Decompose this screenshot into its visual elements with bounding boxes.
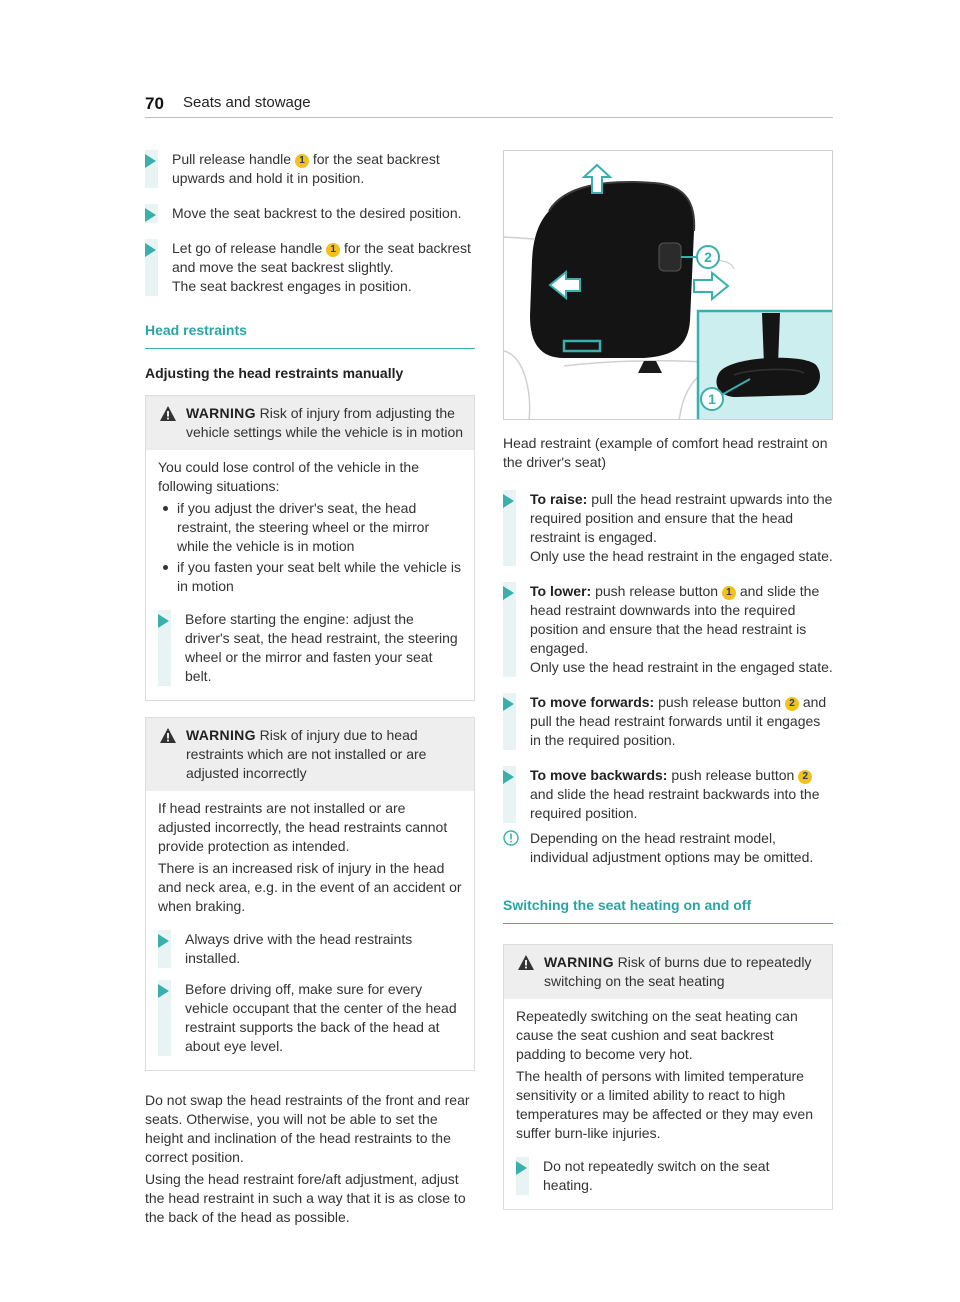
- step-text: [516, 693, 833, 750]
- step-text: Do not repeatedly switch on the seat heating.: [543, 1158, 770, 1193]
- step-arrow-icon: [503, 494, 514, 508]
- right-column: [503, 150, 833, 1226]
- warning-title: Risk of injury due to head restraints which are not installed or are adjusted incorrectly: [186, 727, 427, 781]
- step-text: [158, 150, 475, 188]
- warning-header: [146, 396, 474, 450]
- warning-title: Risk of injury from adjusting the vehicle settings while the vehicle is in motion: [186, 405, 464, 440]
- info-note-icon: [503, 830, 519, 846]
- warning-text: If head restraints are not installed or are adjusted incorrectly, the head restraints cannot provide protection as intended.: [158, 800, 448, 854]
- callout-number-badge: 1: [295, 154, 309, 168]
- step-arrow-icon: [503, 697, 514, 711]
- warning-box: [503, 944, 833, 1210]
- step-label: To move forwards:: [530, 694, 655, 710]
- step-text: Always drive with the head restraints installed.: [185, 931, 413, 966]
- warning-text: The health of persons with limited temperature sensitivity or a limited ability to react to high temperatures may be affected or they may even suffer burn-like injuries.: [516, 1068, 814, 1141]
- step-arrow-icon: [158, 934, 169, 948]
- warning-label: WARNING: [186, 727, 256, 743]
- step-text-part: push release button: [654, 694, 785, 710]
- instruction-step: [145, 204, 475, 223]
- head-restraint-illustration: [504, 151, 833, 420]
- step-text-part: push release button: [667, 767, 799, 783]
- warning-body: [504, 999, 832, 1209]
- step-bar: [503, 766, 516, 823]
- head-restraint-figure: [503, 150, 833, 420]
- instruction-step: [145, 150, 475, 188]
- warning-label: WARNING: [186, 405, 256, 421]
- instruction-step: [503, 766, 833, 823]
- list-item: if you adjust the driver's seat, the head restraint, the steering wheel or the mirror while the vehicle is in motion: [158, 499, 462, 556]
- warning-box: [145, 395, 475, 701]
- figure-caption: Head restraint (example of comfort head restraint on the driver's seat): [503, 435, 828, 470]
- step-label: To move backwards:: [530, 767, 668, 783]
- step-bar: [145, 150, 158, 188]
- warning-triangle-icon: [159, 727, 177, 744]
- body-paragraph: Do not swap the head restraints of the front and rear seats. Otherwise, you will not be able to set the height and inclination of the head restraints to the correct position.: [145, 1092, 470, 1165]
- instruction-step: [503, 693, 833, 750]
- step-result-text: The seat backrest engages in position.: [172, 278, 412, 294]
- instruction-step: [158, 980, 462, 1056]
- step-bar: [503, 582, 516, 677]
- callout-number-badge: 2: [798, 770, 812, 784]
- instruction-step: [158, 930, 462, 968]
- instruction-step: [158, 610, 462, 686]
- page-header: [145, 94, 833, 118]
- warning-box: [145, 717, 475, 1071]
- step-text: Move the seat backrest to the desired position.: [172, 205, 462, 221]
- callout-number-badge: 2: [785, 697, 799, 711]
- instruction-step: [145, 239, 475, 296]
- page-number: 70: [145, 94, 164, 113]
- step-text-part: Pull release handle: [172, 151, 295, 167]
- warning-title: Risk of burns due to repeatedly switching on the seat heating: [544, 954, 812, 989]
- header-divider: [145, 117, 833, 118]
- step-result-text: Only use the head restraint in the engaged state.: [530, 659, 833, 675]
- step-text: Before starting the engine: adjust the driver's seat, the head restraint, the steering wheel or the mirror and fasten your seat belt.: [185, 611, 458, 684]
- warning-bullet-list: [158, 499, 462, 596]
- step-arrow-icon: [503, 770, 514, 784]
- step-text: [516, 766, 833, 823]
- step-arrow-icon: [158, 614, 169, 628]
- step-arrow-icon: [516, 1161, 527, 1175]
- running-section-title: Seats and stowage: [183, 94, 311, 111]
- warning-body: [146, 791, 474, 1070]
- info-note: [503, 829, 833, 867]
- step-text-part: and pull the head restraint forwards until it engages in the required position.: [530, 694, 827, 748]
- instruction-step: [503, 582, 833, 677]
- step-text: Before driving off, make sure for every vehicle occupant that the center of the head restraint supports the back of the head at about eye level.: [185, 981, 457, 1054]
- body-paragraph: Using the head restraint fore/aft adjustment, adjust the head restraint in such a way that it is as close to the back of the head as possible.: [145, 1171, 466, 1225]
- step-text-part: and slide the head restraint downwards into the required position and ensure that the head restraint is engaged.: [530, 583, 820, 656]
- subsection-title: Adjusting the head restraints manually: [145, 365, 404, 381]
- step-label: To raise:: [530, 491, 588, 507]
- instruction-step: [503, 490, 833, 566]
- note-text: Depending on the head restraint model, individual adjustment options may be omitted.: [530, 830, 814, 865]
- callout-1-label: 1: [708, 391, 716, 407]
- warning-text: You could lose control of the vehicle in the following situations:: [158, 459, 419, 494]
- step-text: [516, 582, 833, 677]
- instruction-step: [516, 1157, 820, 1195]
- list-item: if you fasten your seat belt while the vehicle is in motion: [158, 558, 462, 596]
- step-bar: [158, 980, 171, 1056]
- step-bar: [158, 610, 171, 686]
- warning-label: WARNING: [544, 954, 614, 970]
- step-text-part: for the seat backrest and move the seat backrest slightly.: [172, 240, 471, 275]
- callout-number-badge: 1: [326, 243, 340, 257]
- step-result-text: Only use the head restraint in the engaged state.: [530, 548, 833, 564]
- step-arrow-icon: [145, 208, 156, 222]
- step-bar: [516, 1157, 529, 1195]
- step-bar: [158, 930, 171, 968]
- step-arrow-icon: [145, 154, 156, 168]
- left-column: [145, 150, 475, 1230]
- warning-body: [146, 450, 474, 700]
- step-label: To lower:: [530, 583, 592, 599]
- callout-2-label: 2: [704, 249, 712, 265]
- step-text-part: push release button: [591, 583, 722, 599]
- step-text-part: Let go of release handle: [172, 240, 327, 256]
- step-arrow-icon: [158, 984, 169, 998]
- step-arrow-icon: [145, 243, 156, 257]
- callout-number-badge: 1: [722, 586, 736, 600]
- warning-triangle-icon: [159, 405, 177, 422]
- warning-text: Repeatedly switching on the seat heating can cause the seat cushion and seat backrest padding to become very hot.: [516, 1008, 798, 1062]
- step-bar: [145, 239, 158, 296]
- step-bar: [503, 490, 516, 566]
- section-title-seat-heating: Switching the seat heating on and off: [503, 897, 833, 924]
- step-text-part: pull the head restraint upwards into the required position and ensure that the head restraint is engaged.: [530, 491, 833, 545]
- step-text: [516, 490, 833, 566]
- step-bar: [503, 693, 516, 750]
- step-bar: [145, 204, 158, 223]
- warning-header: [504, 945, 832, 999]
- step-arrow-icon: [503, 586, 514, 600]
- warning-triangle-icon: [517, 954, 535, 971]
- step-text: [158, 239, 475, 296]
- warning-text: There is an increased risk of injury in the head and neck area, e.g. in the event of an accident or when braking.: [158, 860, 462, 914]
- section-title-head-restraints: Head restraints: [145, 322, 475, 349]
- step-text-part: and slide the head restraint backwards into the required position.: [530, 786, 820, 821]
- step-text-part: for the seat backrest upwards and hold it in position.: [172, 151, 440, 186]
- warning-header: [146, 718, 474, 791]
